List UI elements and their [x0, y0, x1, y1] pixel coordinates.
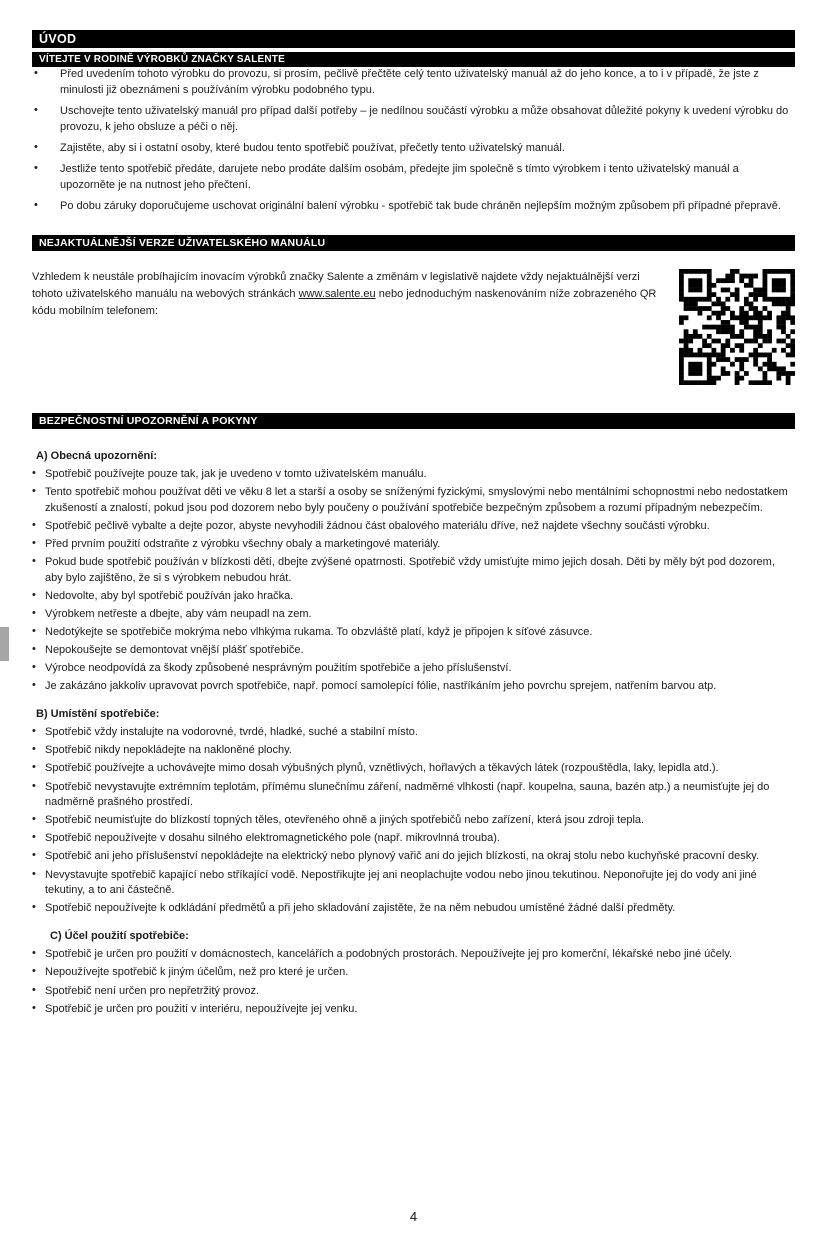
bullet-icon: • — [34, 103, 38, 116]
bullet-icon: • — [32, 588, 36, 601]
paragraph-text-before: Vzhledem k neustále probíhajícím inovacím výrobků značky Salente a změnám v legislativě najdete vždy nejaktuálnější verzi tohoto uživatelského manuálu na webových stránkách — [32, 270, 640, 300]
bullet-icon: • — [32, 901, 36, 914]
bullet-icon: • — [32, 813, 36, 826]
list-item — [32, 555, 795, 586]
list-item-text: Před uvedením tohoto výrobku do provozu, si prosím, pečlivě přečtěte celý tento uživatelský manuál až do jeho konce, a to i v případě, že jste z minulosti již obeznámeni s používáním výrobku podobného typu. — [60, 68, 759, 96]
bullet-icon: • — [32, 867, 36, 880]
safety-list-c — [32, 947, 795, 1017]
list-item-text: Spotřebič vždy instalujte na vodorovné, tvrdé, hladké, suché a stabilní místo. — [45, 726, 418, 739]
list-item-text: Uschovejte tento uživatelský manuál pro případ další potřeby – je nedílnou součástí výrobku a může obsahovat důležité pokyny k uvedení výrobku do provozu, k jeho obsluze a péči o něj. — [60, 104, 789, 133]
list-item — [32, 519, 795, 535]
list-item — [32, 67, 795, 99]
list-item — [32, 984, 795, 1000]
list-item-text: Spotřebič nepoužívejte v dosahu silného elektromagnetického pole (např. mikrovlnná trouba). — [45, 832, 500, 845]
manual-version-paragraph — [32, 269, 663, 320]
list-item-text: Spotřebič pečlivě vybalte a dejte pozor, abyste nevyhodili žádnou část obalového materiálu dříve, než najdete všechny součásti výrobku. — [45, 519, 710, 532]
list-item — [32, 965, 795, 981]
list-item-text: Nepokoušejte se demontovat vnější plášť spotřebiče. — [45, 643, 304, 656]
section-header-vitejte: VÍTEJTE V RODINĚ VÝROBKŮ ZNAČKY SALENTE — [32, 52, 795, 67]
list-item — [32, 537, 795, 553]
bullet-icon: • — [32, 947, 36, 960]
list-item — [32, 679, 795, 695]
bullet-icon: • — [32, 642, 36, 655]
list-item-text: Zajistěte, aby si i ostatní osoby, které budou tento spotřebič používat, přečetly tento uživatelský manuál. — [60, 141, 565, 154]
intro-bullet-list — [32, 67, 795, 215]
list-item — [32, 813, 795, 829]
salente-website-link[interactable]: www.salente.eu — [298, 287, 376, 300]
list-item — [32, 831, 795, 847]
list-item — [32, 607, 795, 623]
list-item-text: Pokud bude spotřebič používán v blízkosti dětí, dbejte zvýšené opatrnosti. Spotřebič vždy umisťujte mimo jejich dosah. Děti by měly být pod dozorem, aby bylo zajištěno, že si s výrobkem nebudou hrát. — [45, 555, 775, 584]
list-item-text: Spotřebič používejte pouze tak, jak je uvedeno v tomto uživatelském manuálu. — [45, 467, 427, 480]
manual-version-section — [32, 269, 795, 385]
list-item-text: Nedotýkejte se spotřebiče mokrýma nebo vlhkýma rukama. To obzvláště platí, když je připojen k síťové zásuvce. — [45, 625, 593, 638]
bullet-icon: • — [32, 743, 36, 756]
list-item — [32, 485, 795, 516]
list-item-text: Spotřebič používejte a uchovávejte mimo dosah výbušných plynů, vznětlivých, hořlavých a těkavých látek (rozpouštědla, laky, lepidla atd.). — [45, 762, 719, 775]
list-item — [32, 199, 795, 215]
bullet-icon: • — [32, 965, 36, 978]
list-item-text: Výrobce neodpovídá za škody způsobené nesprávným použitím spotřebiče a jeho příslušenství. — [45, 662, 512, 675]
list-item — [32, 1002, 795, 1018]
bullet-icon: • — [32, 849, 36, 862]
list-item — [32, 849, 795, 865]
bullet-icon: • — [32, 554, 36, 567]
list-item-text: Spotřebič není určen pro nepřetržitý provoz. — [45, 984, 260, 997]
list-item — [32, 743, 795, 759]
bullet-icon: • — [32, 518, 36, 531]
safety-subheading-a: A) Obecná upozornění: — [36, 449, 157, 462]
list-item — [32, 589, 795, 605]
list-item — [32, 661, 795, 677]
list-item-text: Nedovolte, aby byl spotřebič používán jako hračka. — [45, 589, 294, 602]
safety-subheading-b: B) Umístění spotřebiče: — [36, 707, 160, 720]
list-item-text: Spotřebič ani jeho příslušenství nepokládejte na elektrický nebo plynový vařič ani do jejich blízkosti, na okraj stolu nebo kuchyňské pracovní desky. — [45, 850, 759, 863]
bullet-icon: • — [32, 485, 36, 497]
list-item — [32, 643, 795, 659]
list-item — [32, 467, 795, 483]
list-item — [32, 104, 795, 136]
bullet-icon: • — [34, 198, 38, 211]
bullet-icon: • — [34, 161, 38, 174]
bullet-icon: • — [32, 661, 36, 674]
page-number: 4 — [409, 1209, 418, 1224]
section-header-uvod: ÚVOD — [32, 30, 795, 48]
list-item — [32, 625, 795, 641]
list-item — [32, 780, 795, 811]
list-item-text: Spotřebič je určen pro použití v interiéru, nepoužívejte jej venku. — [45, 1002, 358, 1015]
list-item-text: Je zakázáno jakkoliv upravovat povrch spotřebiče, např. pomocí samolepící fólie, nastříkáním jeho povrchu sprejem, natřením barvou atp. — [45, 680, 717, 693]
list-item-text: Spotřebič nevystavujte extrémním teplotám, přímému slunečnímu záření, nadměrné vlhkosti (např. koupelna, sauna, bazén atp.) a neumisťujte jej do nadměrně prašného prostředí. — [45, 780, 770, 809]
bullet-icon: • — [32, 725, 36, 738]
bullet-icon: • — [32, 761, 36, 774]
bullet-icon: • — [32, 983, 36, 996]
section-header-safety: BEZPEČNOSTNÍ UPOZORNĚNÍ A POKYNY — [32, 413, 795, 429]
list-item — [32, 947, 795, 963]
list-item-text: Spotřebič nepoužívejte k odkládání předmětů a při jeho skladování zajistěte, že na něm nebudou umístěné žádné další předměty. — [45, 902, 676, 915]
safety-section — [32, 449, 795, 1018]
list-item — [32, 141, 795, 157]
bullet-icon: • — [32, 679, 36, 692]
bullet-icon: • — [34, 140, 38, 153]
bullet-icon: • — [32, 779, 36, 792]
bullet-icon: • — [32, 831, 36, 844]
bullet-icon: • — [34, 67, 38, 79]
list-item-text: Před prvním použití odstraňte z výrobku všechny obaly a marketingové materiály. — [45, 537, 441, 550]
paragraph-text-after: nebo jednoduchým naskenováním níže zobrazeného QR kódu mobilním telefonem: — [32, 287, 657, 317]
section-header-manual-version: NEJAKTUÁLNĚJŠÍ VERZE UŽIVATELSKÉHO MANUÁLU — [32, 235, 795, 251]
qr-code — [679, 269, 795, 385]
list-item-text: Spotřebič je určen pro použití v domácnostech, kancelářích a podobných prostorách. Nepoužívejte jej pro komerční, lékařské nebo jiné účely. — [45, 948, 733, 961]
safety-list-b — [32, 725, 795, 917]
bullet-icon: • — [32, 466, 36, 479]
list-item — [32, 162, 795, 194]
bullet-icon: • — [32, 606, 36, 619]
safety-subheading-c: C) Účel použití spotřebiče: — [50, 929, 189, 942]
list-item-text: Nepoužívejte spotřebič k jiným účelům, než pro které je určen. — [45, 966, 349, 979]
list-item — [32, 725, 795, 741]
margin-marker — [0, 627, 9, 661]
safety-list-a — [32, 467, 795, 695]
list-item — [32, 761, 795, 777]
list-item-text: Po dobu záruky doporučujeme uschovat originální balení výrobku - spotřebič tak bude chráněn nejlepším možným způsobem při případné přepravě. — [60, 199, 781, 212]
list-item — [32, 901, 795, 917]
list-item-text: Výrobkem netřeste a dbejte, aby vám neupadl na zem. — [45, 607, 312, 620]
list-item-text: Nevystavujte spotřebič kapající nebo stříkající vodě. Nepostřikujte jej ani neoplachujte vodou nebo jinou tekutinou. Neponořujte jej do vody ani jiné tekutiny, a to ani částečně. — [45, 868, 757, 897]
list-item-text: Jestliže tento spotřebič předáte, darujete nebo prodáte dalším osobám, předejte jim společně s tímto výrobkem i tento uživatelský manuál a upozorněte je na nutnost jeho přečtení. — [60, 162, 739, 191]
list-item-text: Spotřebič neumisťujte do blízkostí topných těles, otevřeného ohně a jiných spotřebičů nebo zařízení, která jsou zdroji tepla. — [45, 814, 645, 827]
list-item-text: Tento spotřebič mohou používat děti ve věku 8 let a starší a osoby se sníženými fyzickými, smyslovými nebo mentálními schopnostmi nebo nedostatkem zkušeností a znalostí, pokud jsou pod dozorem nebo byly poučeny o používání spotřebiče bezpečným způsobem a rozumí případným nebezpečím. — [45, 486, 788, 514]
list-item — [32, 868, 795, 899]
bullet-icon: • — [32, 1001, 36, 1014]
bullet-icon: • — [32, 624, 36, 637]
bullet-icon: • — [32, 536, 36, 549]
list-item-text: Spotřebič nikdy nepokládejte na nakloněné plochy. — [45, 744, 292, 757]
